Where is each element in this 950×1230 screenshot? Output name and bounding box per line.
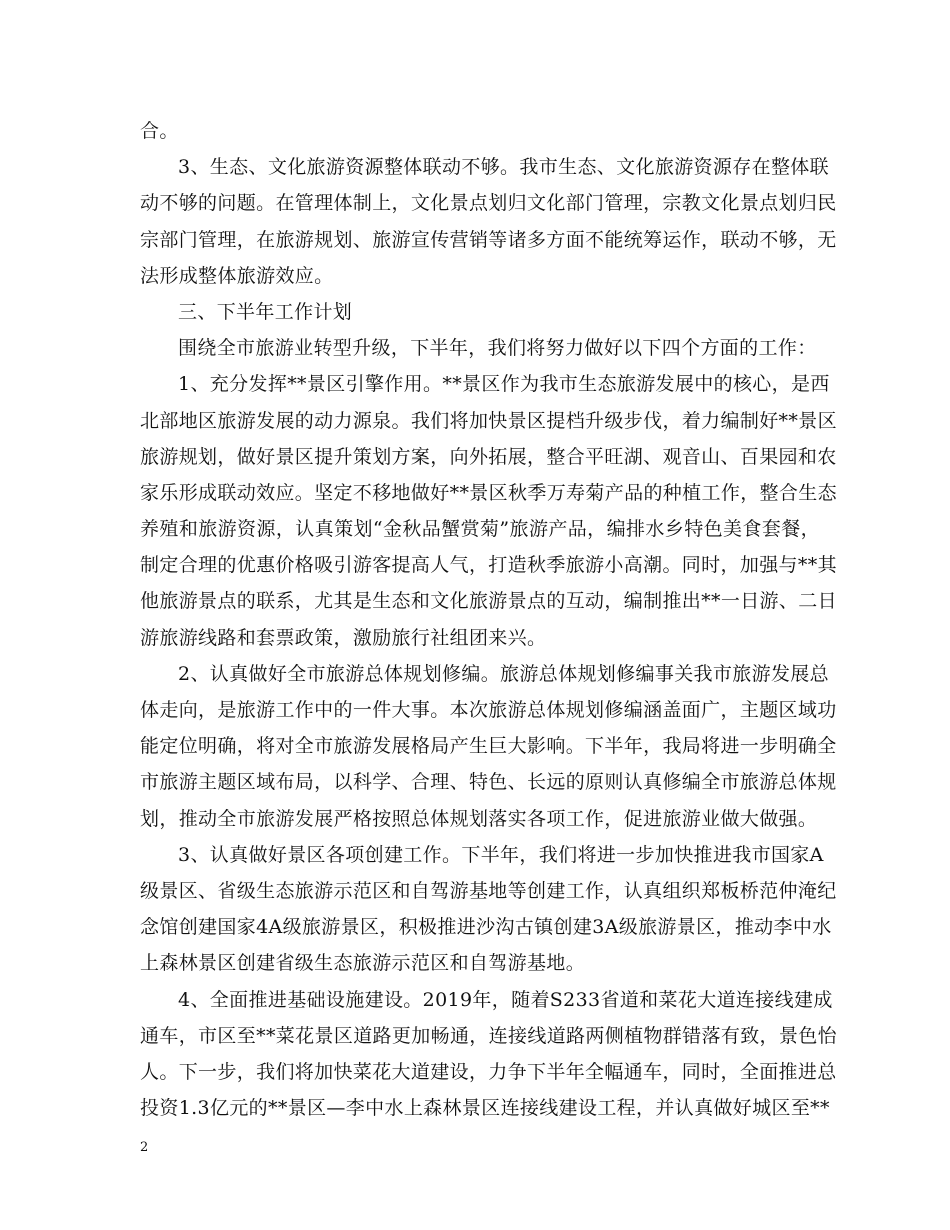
text-line: 投资1.3亿元的**景区—李中水上森林景区连接线建设工程，并认真做好城区至**	[140, 1097, 830, 1120]
page-number: 2	[140, 1140, 149, 1155]
text-line: 级景区、省级生态旅游示范区和自驾游基地等创建工作，认真组织郑板桥范仲淹纪	[140, 879, 837, 902]
text-line: 游旅游线路和套票政策，激励旅行社组团来兴。	[140, 626, 547, 649]
text-line: 围绕全市旅游业转型升级，下半年，我们将努力做好以下四个方面的工作：	[178, 337, 817, 360]
text-line: 北部地区旅游发展的动力源泉。我们将加快景区提档升级步伐，着力编制好**景区	[140, 409, 837, 432]
text-line: 3、生态、文化旅游资源整体联动不够。我市生态、文化旅游资源存在整体联	[178, 156, 829, 179]
text-line: 1、充分发挥**景区引擎作用。**景区作为我市生态旅游发展中的核心，是西	[178, 373, 830, 396]
document-body	[140, 113, 837, 1126]
text-line: 动不够的问题。在管理体制上，文化景点划归文化部门管理，宗教文化景点划归民	[140, 192, 837, 215]
text-line: 上森林景区创建省级生态旅游示范区和自驾游基地。	[140, 952, 586, 975]
text-line: 划，推动全市旅游发展严格按照总体规划落实各项工作，促进旅游业做大做强。	[140, 807, 818, 830]
section-heading: 三、下半年工作计划	[178, 300, 353, 323]
text-line: 人。下一步，我们将加快菜花大道建设，力争下半年全幅通车，同时，全面推进总	[140, 1060, 837, 1083]
text-line: 2、认真做好全市旅游总体规划修编。旅游总体规划修编事关我市旅游发展总	[178, 662, 829, 685]
text-line: 市旅游主题区域布局，以科学、合理、特色、长远的原则认真修编全市旅游总体规	[140, 771, 837, 794]
text-line: 体走向，是旅游工作中的一件大事。本次旅游总体规划修编涵盖面广，主题区域功	[140, 699, 837, 721]
text-line: 通车，市区至**菜花景区道路更加畅通，连接线道路两侧植物群错落有致，景色怡	[140, 1024, 837, 1047]
text-line: 能定位明确，将对全市旅游发展格局产生巨大影响。下半年，我局将进一步明确全	[140, 735, 837, 758]
text-line: 养殖和旅游资源，认真策划“金秋品蟹赏菊”旅游产品，编排水乡特色美食套餐，	[140, 518, 820, 541]
text-line: 他旅游景点的联系，尤其是生态和文化旅游景点的互动，编制推出**一日游、二日	[140, 590, 837, 613]
text-line: 合。	[140, 120, 179, 142]
text-line: 家乐形成联动效应。坚定不移地做好**景区秋季万寿菊产品的种植工作，整合生态	[140, 481, 837, 504]
text-line: 3、认真做好景区各项创建工作。下半年，我们将进一步加快推进我市国家A	[178, 843, 824, 866]
text-line: 旅游规划，做好景区提升策划方案，向外拓展，整合平旺湖、观音山、百果园和农	[140, 445, 837, 468]
text-line: 念馆创建国家4A级旅游景区，积极推进沙沟古镇创建3A级旅游景区，推动李中水	[140, 916, 832, 939]
text-line: 4、全面推进基础设施建设。2019年，随着S233省道和菜花大道连接线建成	[178, 988, 833, 1011]
text-line: 宗部门管理，在旅游规划、旅游宣传营销等诸多方面不能统筹运作，联动不够，无	[140, 228, 837, 251]
text-line: 法形成整体旅游效应。	[140, 264, 334, 287]
text-line: 制定合理的优惠价格吸引游客提高人气，打造秋季旅游小高潮。同时，加强与**其	[140, 554, 837, 577]
